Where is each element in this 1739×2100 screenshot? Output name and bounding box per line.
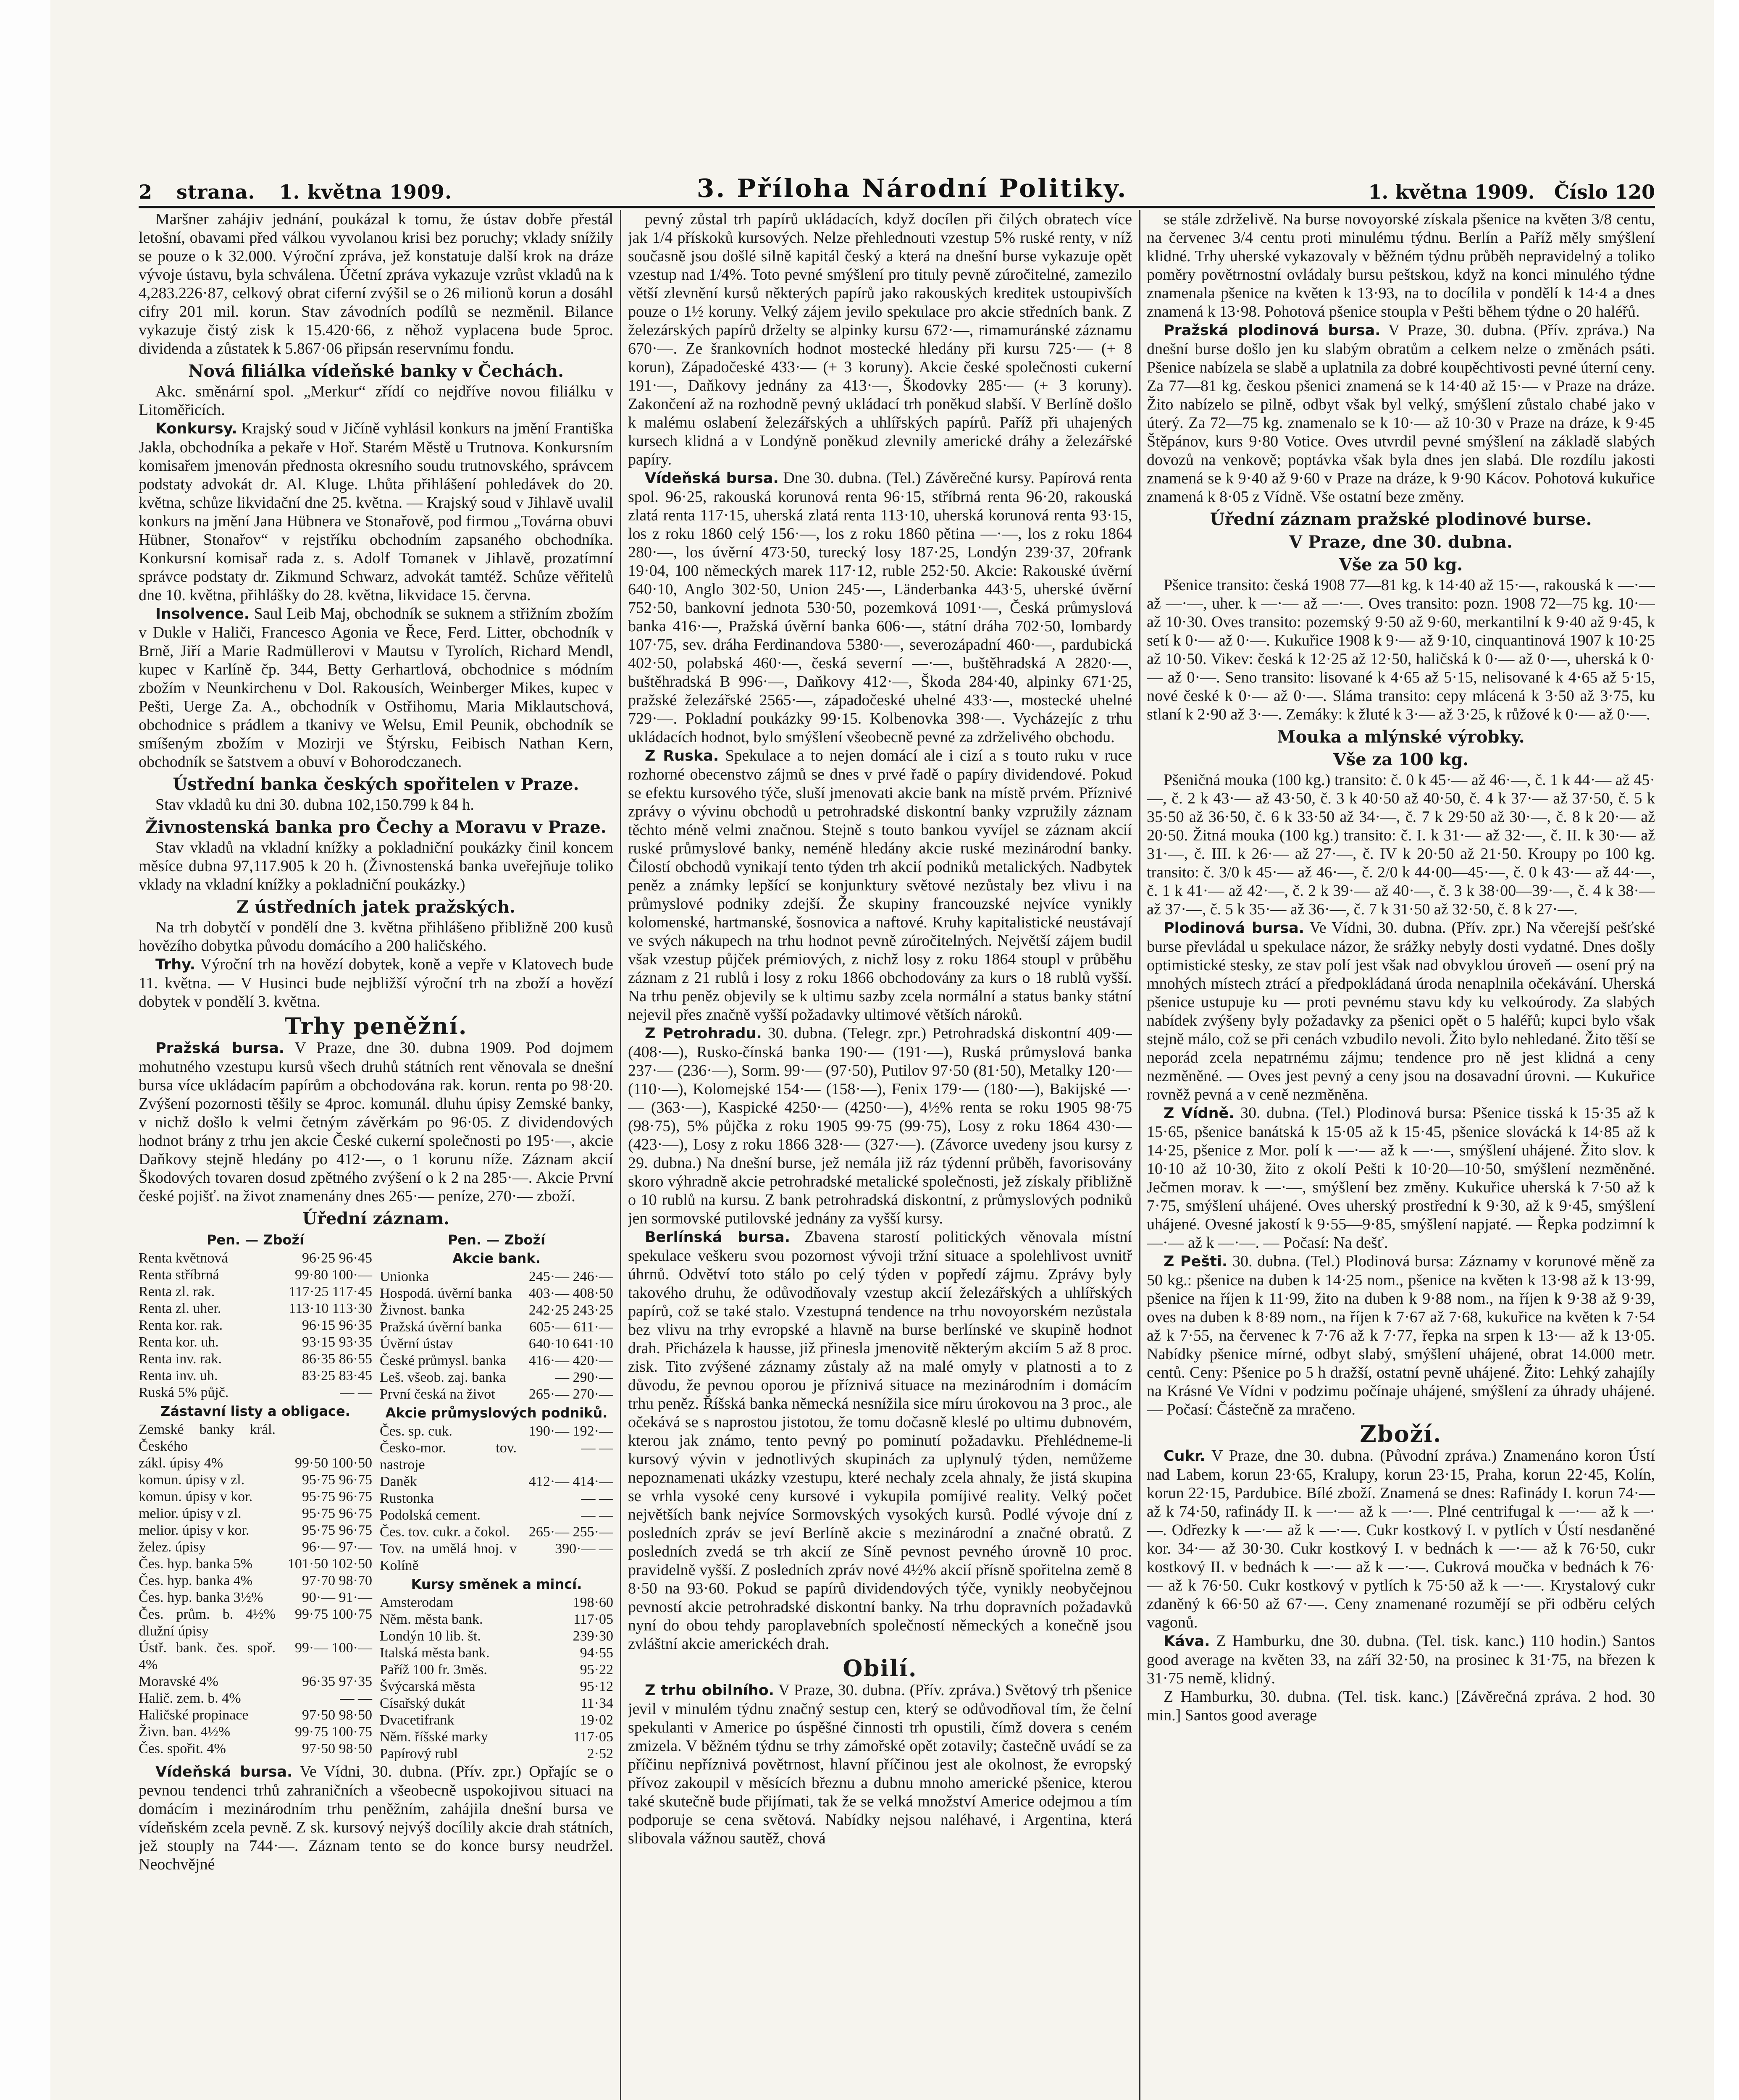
table-row: [380, 1386, 613, 1403]
table-row: [380, 1490, 613, 1507]
security-price: 97·50 98·50: [302, 1707, 372, 1723]
article-text: Spekulace a to nejen domácí ale i cizí a s touto ruku v ruce rozhorné obecenstvo zájmů se dnes v prvé řadě o papíry dividendové. Pokud se efektu kursového týče, sluší jmenovati akcie bank na místě prvém. Příznivé zprávy o vývinu obchodů u petrohradské diskontní banky vzpružily záznam těchto méně velmi značnou. Stejně s touto bankou vyvíjel se záznam akcií ruské průmyslové banky, neméně hledány akcie ruské mezinárodní banky. Čilostí obchodů vynikají tento týden trh akcií podniků metalických. Nadbytek peněz a známky lepšící se konjunktury světové nezůstaly bez vlivu i na průmyslové podniky zdejší. Že skupiny francouzské nejvíce vynikly kolomenské, hartmanské, šosnovica a naftové. Kruhy kapitalistické neustávají ve svých nákupech na trhu hodnot pevně zúročitelných. Největší zájem budil však vzestup půjček prémiových, z nichž losy z roku 1864 stoupl v průběhu záznam z 21 rublů i losy z roku 1866 obchodovány za kurs o 18 rublů vyšší. Na trhu peněz objevily se k ultimu sazby zcela normální a status banky státní nejevil přes značně vyšší požadavky ultimové větších nároků.: [628, 747, 1132, 1024]
security-price: 605·— 611·—: [529, 1319, 613, 1335]
security-price: — 290·—: [555, 1370, 613, 1385]
header-date: 1. května 1909.: [279, 181, 452, 203]
security-name: Renta inv. rak.: [139, 1351, 222, 1367]
security-name: Renta kor. uh.: [139, 1334, 219, 1350]
table-row: [380, 1746, 613, 1762]
security-name: komun. úpisy v zl.: [139, 1472, 245, 1488]
article-paragraph: Pšenice transito: česká 1908 77—81 kg. k 14·40 až 15·—, rakouská k —·— až —·—, uher. k —·— až —·—. Oves transito: pozn. 1908 72—75 kg. 10·— až 10·30. Oves transito: pozemský 9·50 až 9·60, merkantilní k 9·40 až 9·45, k setí k 0·— až 0·—. Kukuřice 1908 k 9·— až 9·10, cinquantinová 1907 k 10·25 až 10·50. Vikev: česká k 12·25 až 12·50, haličská k 0·— až 0·—, uherská k 0·— až 0·—. Seno transito: lisované k 4·65 až 5·15, nelisované k 4·65 až 5·15, nové české k 0·— až 0·—. Sláma transito: cepy mlácená k 3·50 až 3·75, ku stlaní k 2·90 až 3·—. Zemáky: k žluté k 3·— až 3·25, k růžové k 0·— až 0·—.: [1147, 576, 1655, 723]
security-name: komun. úpisy v kor.: [139, 1489, 253, 1504]
security-name: Podolská cement.: [380, 1507, 481, 1523]
column-2: [628, 210, 1132, 2100]
table-row: [139, 1707, 372, 1724]
article-subheading: Vše za 50 kg.: [1339, 555, 1463, 575]
quotes-table: [139, 1230, 613, 1762]
security-price: 95·75 96·75: [302, 1472, 372, 1488]
security-price: 265·— 270·—: [528, 1386, 613, 1402]
table-row: [139, 1556, 372, 1572]
table-row: [139, 1724, 372, 1740]
security-name: Pražská úvěrní banka: [380, 1319, 502, 1335]
article-lead: Plodinová bursa.: [1164, 920, 1304, 937]
security-name: Ruská 5% půjč.: [139, 1385, 229, 1400]
security-price: 190·— 192·—: [528, 1423, 613, 1439]
security-name: Čes. hyp. banka 5%: [139, 1556, 253, 1572]
security-name: Čes. tov. cukr. a čokol.: [380, 1524, 510, 1540]
security-price: — —: [340, 1690, 372, 1706]
security-price: [276, 1421, 372, 1455]
security-price: 245·— 246·—: [528, 1269, 613, 1284]
security-price: — —: [581, 1440, 613, 1456]
article-paragraph: [1147, 1632, 1655, 1688]
article-text: Krajský soud v Jičíně vyhlásil konkurs na jmění Františka Jakla, obchodníka a pekaře v Hoř. Starém Městě u Trutnova. Konkursním komisařem jmenován přednosta okresního soudu trutnovského, správcem podstaty advokát dr. Al. Kluge. Lhůta přihlášení pohledávek do 20. května, schůze likvidační dne 25. května. — Krajský soud v Jihlavě uvalil konkurs na jmění Jana Hübnera ve Stonařově, pod firmou „Továrna obuvi Hübner, Stonařov“ v rejstříku obchodním zapsaného obchodníka. Konkursní komisař rada z. s. Adolf Tomanek v Jihlavě, prozatímní správce podstaty dr. Zikmund Schwarz, advokát tamtéž. Schůze věřitelů dne 10. května, přihlášky do 28. května, likvidace 15. června.: [139, 420, 613, 604]
article-paragraph: [1147, 321, 1655, 506]
scan-margin: [0, 0, 50, 2100]
table-row: [380, 1729, 613, 1746]
column-divider: [620, 210, 621, 2100]
table-row: [380, 1423, 613, 1440]
security-name: Renta květnová: [139, 1250, 228, 1266]
quotes-right-column: [380, 1230, 613, 1762]
article-text: V Praze, dne 30. dubna. (Původní zpráva.) Znamenáno koron Ústí nad Labem, korun 23·65, Kralupy, korun 23·15, Praha, korun 22·45, Kolín, korun 22·15, Pardubice. Bílé zboží. Znamená se dnes: Rafinády I. korun 74·— až k 74·50, rafinády II. k —·— až k —·—. Plné centrifugal k —·— až k —·—. Odřezky k —·— až k —·—. Cukr kostkový I. v pytlích v Ústí nesdaněné kor. 34·— až 30·30. Cukr kostkový I. v bednách k —·— až k 76·50, cukr kostkový II. v bednách k —·— až k —·—. Cukrová moučka v bednách k 76·— až k 76·50. Cukr kostkový v pytlích k 75·50 až k —·—. Krystalový cukr zdaněný k 66·50 až 67·—. Ceny znamenané rozumějí se při odběru celých vagonů.: [1147, 1447, 1655, 1631]
article-paragraph: se stále zdrželivě. Na burse novoyorské získala pšenice na květen 3/8 centu, na červenec 3/4 centu proti minulému týdnu. Berlín a Paříž měly smýšlení klidné. Trhy uherské vykazovaly v běžném týdnu průběh nepravidelný a toliko poměry povětrnostní ovládaly bursu peštskou, když na konci minulého týdne znamenala pšenice na květen k 13·93, na to docílila v pondělí k 14·4 a dnes znamená k 13·98. Pohotová pšenice stoupla v Pešti během týdne o 20 haléřů.: [1147, 210, 1655, 320]
quotes-left-column: [139, 1230, 372, 1762]
security-price: 403·— 408·50: [528, 1286, 613, 1301]
column-1: [139, 210, 613, 2100]
table-row: [139, 1384, 372, 1401]
table-header: Pen. — Zboží: [447, 1232, 546, 1248]
table-row: [139, 1640, 372, 1673]
security-price: 117·25 117·45: [289, 1284, 372, 1299]
table-row: [139, 1488, 372, 1505]
table-row: [380, 1440, 613, 1473]
table-row: [380, 1369, 613, 1386]
security-name: melior. úpisy v kor.: [139, 1522, 250, 1538]
article-lead: Vídeňská bursa.: [155, 1764, 293, 1780]
table-row: [380, 1336, 613, 1352]
article-lead: Z trhu obilního.: [645, 1682, 774, 1699]
table-row: [139, 1740, 372, 1757]
table-row: [139, 1267, 372, 1284]
article-lead: Cukr.: [1164, 1448, 1206, 1465]
security-price: 95·12: [580, 1679, 613, 1694]
article-subheading: V Praze, dne 30. dubna.: [1289, 532, 1513, 552]
table-row: [380, 1678, 613, 1695]
article-text: Zbavena starostí politických věnovala místní spekulace veškeru svou pozornost vývoji tržní situace a spolehlivost uvnitř úhrnů. Odvětví toto stálo po celý týden v popředí zájmu. Zprávy byly takového druhu, že odůvodňovaly vzestup akcií železářských a uhlířských papírů, což se také stalo. Vzestupná tendence na trhu novoyorském nezůstala bez vlivu na trhy evropské a hlavně na burse berlínské ve skupině hodnot drah. Přicházela k hausse, již přinesla jmenovitě některým akciím 5 až 8 proc. zisk. Tito zvýšené záznamy zůstaly až na malé omyly v platnosti a to z důvodu, že pevnou oporou je příznivá situace na mezinárodním i domácím trhu peněz. Říšská banka německá nesnížila sice míru úrokovou na 3 proc., ale očekává se s naprostou jistotou, že tomu dočasně kleslé po ultimu dubnovém, kterou jak známo, tento pevný po pominutí požadavku. Přehlédneme-li kursový vývin v jednotlivých skupinách za uplynulý týden, nemůžeme nepoznamenati ukázky vzestupu, které nechaly zcela ahnaly, že jistá skupina se vrhla vysoké ceny kursové i vykupila pomíjivé reality. Velký počet největších bank nejvíce Sormovských vysokých kursů. Podlé vývoje dní z posledních zpráv se jeví Berlíně akcie s mezinárodní a značné obratů. Z posledních zvedá se trh akcií ze Síně pevnost pevného úrovně 10 proc. pravidelně vyšší. Z posledních zpráv nové 4½% akcií přísně spořitelna země 8 8·50 na 93·60. Pokud se papírů dividendových týče, vynikly neobyčejnou pevností akcie petrohradské diskontní banky. Na trhu dopravních požadavků nyní do obou tehdy paroplavebních společností německých a konečně jsou zvláštní akcie americkéch drah.: [628, 1228, 1132, 1653]
column-divider: [1139, 210, 1140, 2100]
article-heading: Z ústředních jatek pražských.: [236, 897, 515, 917]
security-price: 2·52: [587, 1746, 613, 1761]
security-price: — —: [581, 1491, 613, 1506]
table-row: [139, 1589, 372, 1606]
article-paragraph: [139, 955, 613, 1011]
security-name: melior. úpisy v zl.: [139, 1506, 242, 1521]
article-paragraph: [628, 1024, 1132, 1228]
table-row: [380, 1594, 613, 1611]
security-price: 242·25 243·25: [528, 1302, 613, 1318]
table-row: [380, 1473, 613, 1490]
security-price: 11·34: [580, 1696, 613, 1711]
security-price: 117·05: [573, 1612, 613, 1627]
table-section-title: Zástavní listy a obligace.: [160, 1403, 350, 1419]
table-row: [139, 1368, 372, 1384]
article-paragraph: Akc. směnární spol. „Merkur“ zřídí co nejdříve novou filiálku v Litoměřicích.: [139, 383, 613, 419]
article-lead: Z Vídně.: [1164, 1105, 1235, 1122]
article-text: Saul Leib Maj, obchodník se suknem a střižním zbožím v Dukle v Haliči, Francesco Agonia ve Řece, Ferd. Litter, obchodník v Brně, Jiří a Marie Radmüllerovi v Mautsu v Tyrolích, Richard Mendl, kupec v Karlíně čp. 344, Betty Gerhartlová, obchodnice s módním zbožím v Neunkirchenu v Dol. Rakousích, Weinberger Mikes, kupec v Pešti, Uerge Za. A., obchodník v Ostřihomu, Maria Miklautschová, obchodnice s prádlem a tkanivy ve Welsu, Emil Peunik, obchodník se smíšeným zbožím v Mozirji ve Štýrsku, Feibisch Nathan Kern, obchodník se šatstvem a obuví v Bohorodczanech.: [139, 605, 613, 771]
article-text: Dne 30. dubna. (Tel.) Závěrečné kursy. Papírová renta spol. 96·25, rakouská korunová renta 96·15, stříbrná renta 96·20, rakouská zlatá renta 117·15, uherská zlatá renta 113·10, uherská korunová renta 93·15, los z roku 1860 celý 156·—, los z roku 1860 pětina —·—, los z roku 1864 280·—, los úvěrní 473·50, turecký losy 187·25, Londýn 239·37, 20frank 19·04, 100 německých marek 117·12, ruble 252·50. Akcie: Rakouské úvěrní 640·10, Anglo 302·50, Union 245·—, Länderbanka 443·5, uherské úvěrní 752·50, bankovní jednota 530·50, pozemková 1091·—, Česká průmyslová banka 416·—, Pražská úvěrní banka 606·—, státní dráha 702·50, lombardy 107·75, sev. dráha Ferdinandova 5380·—, severozápadní 460·—, pardubická 402·50, polabská 460·—, česká severní —·—, buštěhradská A 2820·—, buštěhradská B 996·—, Daňkovy 412·—, Škoda 284·40, alpinky 671·25, pražské železářské 2565·—, západočeské uhelné 433·—, mostecké uhelné 729·—. Pokladní poukázky 99·15. Kolbenovka 398·—. Vycházejíc z trhu ukládacích hodnot, bylo smýšlení všeobecně pevné za zdrželivého obchodu.: [628, 469, 1132, 746]
article-text: V Praze, 30. dubna. (Přív. zpráva.) Na dnešní burse došlo jen ku slabým obratům a celkem nelze o změnách psáti. Pšenice nabízela se slabě a uplatnila za dobré koupěchtivosti pevné úterní ceny. Za 77—81 kg. českou pšenici znamená se k 14·40 až 15·— v Praze na dráze. Žito nabízelo se pilně, odbyt však byl velký, smýšlení zůstalo chabé jako v úterý. Za 72—75 kg. znamenalo se k 10·— až 10·30 v Praze na dráze, k 9·45 Štěpánov, kurs 9·80 Votice. Oves utvrdil pevné smýšlení na základě slabých dovozů na venkově; poptávka však byla dnes jen slabá. Dle rozdílu jakosti znamená se k 9·40 až 9·60 v Praze na dráze, k 9·90 Kácov. Pohotová kukuřice znamená k 8·05 z Vídně. Vše ostatní beze změny.: [1147, 321, 1655, 506]
table-row: [139, 1334, 372, 1351]
security-price: 113·10 113·30: [289, 1301, 372, 1316]
table-row: [380, 1268, 613, 1285]
security-name: Švýcarská města: [380, 1679, 475, 1694]
security-price: 96·15 96·35: [302, 1318, 372, 1333]
security-name: Halič. zem. b. 4%: [139, 1690, 241, 1706]
table-row: [380, 1662, 613, 1678]
article-heading: Mouka a mlýnské výrobky.: [1277, 727, 1525, 747]
security-price: 95·22: [580, 1662, 613, 1677]
page-number: 2: [139, 181, 153, 203]
security-name: Živn. ban. 4½%: [139, 1724, 231, 1740]
article-paragraph: [628, 1228, 1132, 1653]
table-section-title: Akcie průmyslových podniků.: [385, 1405, 608, 1421]
security-name: Tov. na umělá hnoj. v Kolíně: [380, 1541, 517, 1573]
header-left: [139, 181, 469, 203]
article-paragraph: [1147, 1446, 1655, 1632]
security-name: Paříž 100 fr. 3měs.: [380, 1662, 487, 1677]
security-name: Leš. všeob. zaj. banka: [380, 1370, 506, 1385]
section-heading: Zboží.: [1360, 1420, 1442, 1447]
security-price: 94·55: [580, 1645, 613, 1661]
security-name: Italská města bank.: [380, 1645, 490, 1661]
security-price: 99·75 100·75: [294, 1606, 372, 1622]
header-rule: [139, 206, 1655, 208]
article-text: 30. dubna. (Tel.) Plodinová bursa: Pšenice tisská k 15·35 až k 15·65, pšenice banátská k 15·05 až k 15·45, pšenice slovácká k 14·85 až k 14·25, pšenice z Mor. polí k —·— až k —·—, smýšlení uhájené. Žito slov. k 10·10 až 10·30, žito z okolí Pešti k 10·20—10·50, smýšlení nezměněné. Ječmen morav. k —·—, smýšlení bez změny. Kukuřice uherská k 7·50 až k 7·75, smýšlení uhájené. Oves uherský prostřední k 9·30, až k 9·45, smýšlení uhájené. Ovesné jakostí k 9·55—9·85, smýšlení napjaté. — Řepka podzimní k —·— až k —·—. — Počasí: Na dešť.: [1147, 1104, 1655, 1252]
table-row: [139, 1539, 372, 1556]
table-header: Pen. — Zboží: [206, 1232, 305, 1248]
table-section-title: Akcie bank.: [452, 1250, 541, 1266]
security-name: Čes. sp. cuk.: [380, 1423, 452, 1439]
article-paragraph: Stav vkladů na vkladní knížky a pokladniční poukázky činil koncem měsíce dubna 97,117.905 k 20 h. (Živnostenská banka uveřejňuje toliko vklady na vkladní knížky a pokladniční poukázky.): [139, 839, 613, 893]
security-price: 96·35 97·35: [302, 1674, 372, 1689]
article-heading: Živnostenská banka pro Čechy a Moravu v Praze.: [145, 817, 607, 837]
security-price: — —: [581, 1507, 613, 1523]
article-lead: Berlínská bursa.: [645, 1229, 791, 1246]
table-row: [380, 1541, 613, 1574]
security-name: Úvěrní ústav: [380, 1336, 453, 1352]
table-row: [139, 1284, 372, 1300]
security-price: 86·35 86·55: [302, 1351, 372, 1367]
article-text: Ve Vídni, 30. dubna. (Přív. zpr.) Na včerejší pešťské burse převládal u spekulace názor, že srážky nebyly dosti vydatné. Dnes došly optimistické stesky, ze stav polí jest však nad obvyklou úroveň — osení prý na mnohých místech ztrácí a předpokládaná úroda nenaplnila očekávání. Uherská pšenice ustupuje ku — proti pevnému stavu kdy ku velkoúrody. Za slabých nabídek zvýšeny byly požadavky za pšenici opět o 5 haléřů; kupci bylo však stejně málo, což se při cenách vzbudilo nevoli. Žito bylo nehledané. Žito těší se neporád zcela nepatrnému zájmu; tendence pro ně jest klidná a ceny nezměněné. — Oves jest pevný a ceny jsou na dosavadní úrovni. — Kukuřice rovněž pevná a v ceně nezměněna.: [1147, 919, 1655, 1103]
security-price: 390·— —: [555, 1541, 613, 1557]
table-row: [139, 1421, 372, 1455]
security-name: Amsterodam: [380, 1595, 454, 1610]
header-right: [1355, 181, 1655, 203]
issue-number: Číslo 120: [1554, 181, 1655, 203]
article-paragraph: Maršner zahájiv jednání, poukázal k tomu, že ústav dobře přestál letošní, obavami před válkou vyvolanou krisi bez poruchy; vklady snížily se pouze o k 32.000. Výroční zpráva, jež konstatuje další krok na dráze vývoje ústavu, byla schválena. Účetní zpráva vykazuje vzrůst vkladů na k 4,283.226·87, celkový obrat ciferní zvýšil se o 26 milionů korun a dosáhl cifry 201 mil. korun. Stav závodních podílů se nezměnil. Bilance vykazuje čistý zisk k 15.420·66, z něhož vyplacena bude 5proc. dividenda a zůstatek k 5.867·06 připsán reservnímu fondu.: [139, 210, 613, 357]
article-heading: Nová filiálka vídeňské banky v Čechách.: [188, 361, 564, 381]
table-row: [139, 1572, 372, 1589]
article-heading: Úřední záznam pražské plodinové burse.: [1210, 509, 1592, 529]
article-lead: Konkursy.: [155, 420, 237, 437]
article-paragraph: [628, 1681, 1132, 1848]
security-price: 96·25 96·45: [302, 1250, 372, 1266]
article-paragraph: [628, 746, 1132, 1024]
security-name: Hospodá. úvěrní banka: [380, 1286, 512, 1301]
table-section-title: Kursy směnek a mincí.: [411, 1576, 582, 1592]
security-name: Živnost. banka: [380, 1302, 465, 1318]
article-paragraph: pevný zůstal trh papírů ukládacích, když docílen při čilých obratech více jak 1/4 přískoků kursových. Nelze přehlednouti vzestup 5% ruské renty, v níž současně jsou došlé silně kapitál český a která na dnešní burse vykazuje opět vzestup nad 1/4%. Toto pevné smýšlení pro tituly pevně zúročitelné, zamezilo větší zlevnění kursů některých papírů jako rakouských kreditek ustoupivších pouze o 1½ koruny. Velký zájem jevilo spekulace pro akcie středních bank. Z železárských papírů drželty se alpinky kursu 672·—, rimamuránské záznamu 670·—. Ze šrankovních hodnot mostecké hledány při kursu 725·— (+ 8 korun), Západočeské 433·— (+ 3 koruny). Akcie české společnosti cukerní 191·—, Daňkovy jednány za 413·—, Škodovky 285·— (+ 3 koruny). Zakončení až na rozhodně pevný ukládací trh poněkud slabší. V Berlíně došlo k malému oslabení železářských a uhlířských papírů. Paříž při uhajených kursech klidná a v Londýně poněkud zlevnily americké dráhy a železářské papíry.: [628, 210, 1132, 468]
security-price: 99·75 100·75: [294, 1724, 372, 1740]
newspaper-title: 3. Příloha Národní Politiky.: [696, 174, 1128, 203]
table-row: [380, 1302, 613, 1319]
security-name: Čes. spořit. 4%: [139, 1741, 226, 1756]
table-row: [139, 1505, 372, 1522]
security-price: 265·— 255·—: [528, 1524, 613, 1540]
security-name: Něm. města bank.: [380, 1612, 483, 1627]
article-lead: Pražská plodinová bursa.: [1164, 322, 1381, 339]
security-name: Císařský dukát: [380, 1696, 465, 1711]
article-subheading: Vše za 100 kg.: [1333, 750, 1469, 769]
article-text: 30. dubna. (Telegr. zpr.) Petrohradská diskontní 409·— (408·—), Rusko-čínská banka 190·— (191·—), Ruská průmyslová banka 237·— (236·—), Sorm. 99·— (97·50), Putilov 97·50 (81·50), Metalky 120·— (110·—), Kolomejské 154·— (158·—), Fenix 179·— (180·—), Bakijské —·— (363·—), Kaspické 4250·— (4250·—), 4½% renta se roku 1905 98·75 (98·75), 5% půjčka z roku 1905 99·75 (99·75), Losy z roku 1864 430·— (423·—), Losy z roku 1866 328·— (327·—). (Závorce uvedeny jsou kursy z 29. dubna.) Na dnešní burse, jež nemála již ráz týdenní průběh, favorisovány skoro výhradně akcie petrohradské metalické společnosti, jež získaly přibližně o 10 rublů na kursu. Z bank petrohradská diskontní, z průmyslových podniků jen sormovské putilovské jednány za vyšší kursy.: [628, 1024, 1132, 1227]
security-name: Renta inv. uh.: [139, 1368, 218, 1383]
security-price: 97·50 98·50: [302, 1741, 372, 1756]
security-name: Dvacetifrank: [380, 1712, 454, 1728]
table-row: [380, 1712, 613, 1729]
article-paragraph: [139, 419, 613, 604]
table-row: [380, 1507, 613, 1524]
article-text: V Praze, dne 30. dubna 1909. Pod dojmem mohutného vzestupu kursů všech druhů státních rent věnovala se dnešní bursa více ukládacím papírům a obchodována rak. korun. renta po 98·20. Zvýšení pozornosti těšily se 4proc. komunál. dluhu úpisy Zemské banky, v nichž došlo k velmi četným závěrkám po 96·05. Z dividendových hodnot brány z trhu jen akcie České cukerní společnosti po 195·—, akcie Daňkovy stejně hledány po 412·—, o 1 korunu níže. Záznam akcií Škodových tovaren dosud zpětného zvýšení o k 2 na 285·—. Akcie První české pojišť. na život znamenány dnes 265·— peníze, 270·— zboží.: [139, 1039, 613, 1205]
security-name: Haličské propinace: [139, 1707, 249, 1723]
article-text: 30. dubna. (Tel.) Plodinová bursa: Záznamy v korunové měně za 50 kg.: pšenice na duben k 14·25 nom., pšenice na květen k 13·98 až k 13·99, pšenice na říjen k 11·99, žito na duben k 9·88 nom., na říjen k 9·38 až 9·39, oves na duben k 8·89 nom., na říjen k 7·67 až 7·68, kukuřice na květen k 7·54 až k 7·55, na červenec k 7·76 až k 7·77, řepka na srpen k 13·— až k 13·05. Nabídky pšenice mírné, odbyt slabý, smýšlení uhájené, obrat 14.000 metr. centů. Ceny: Pšenice po 5 h dražší, ostatní pevně uhájené. Žito: Lehký zahajíly na Krásné Ve Vídni v podzimu počínaje uhájené, smýšlení za úhrady uhájené. — Počasí: Částečně za mračeno.: [1147, 1252, 1655, 1418]
security-price: 99·50 100·50: [294, 1455, 372, 1471]
table-row: [139, 1673, 372, 1690]
article-paragraph: Stav vkladů ku dni 30. dubna 102,150.799 k 84 h.: [155, 796, 474, 814]
article-paragraph: [139, 1039, 613, 1205]
security-price: 90·— 91·—: [302, 1590, 372, 1605]
article-lead: Z Petrohradu.: [645, 1025, 762, 1042]
table-row: [380, 1645, 613, 1662]
article-paragraph: [139, 604, 613, 771]
table-row: [139, 1351, 372, 1368]
table-row: [380, 1524, 613, 1541]
table-title: Úřední záznam.: [302, 1209, 450, 1228]
security-name: Daněk: [380, 1474, 417, 1489]
article-paragraph: [628, 469, 1132, 746]
table-row: [380, 1695, 613, 1712]
article-lead: Z Ruska.: [645, 748, 719, 764]
table-row: [380, 1285, 613, 1302]
security-name: Londýn 10 lib. št.: [380, 1628, 481, 1644]
article-paragraph: [1147, 1104, 1655, 1252]
page-word: strana.: [176, 181, 255, 203]
security-price: 95·75 96·75: [302, 1522, 372, 1538]
article-paragraph: Z Hamburku, 30. dubna. (Tel. tisk. kanc.) [Závěrečná zpráva. 2 hod. 30 min.] Santos good average: [1147, 1688, 1655, 1724]
security-name: Čes. hyp. banka 4%: [139, 1573, 253, 1588]
security-name: Čes. prům. b. 4½% dlužní úpisy: [139, 1606, 276, 1639]
security-name: První česká na život: [380, 1386, 495, 1402]
security-price: 198·60: [573, 1595, 613, 1610]
section-heading: Obilí.: [843, 1655, 917, 1682]
column-3: [1147, 210, 1655, 2100]
security-name: želez. úpisy: [139, 1539, 206, 1555]
security-price: 640·10 641·10: [528, 1336, 613, 1352]
article-paragraph: [139, 1762, 613, 1874]
security-price: 101·50 102·50: [287, 1556, 372, 1572]
table-row: [380, 1611, 613, 1628]
article-paragraph: [1147, 1252, 1655, 1419]
article-lead: Z Pešti.: [1164, 1253, 1228, 1270]
page-header: [139, 173, 1655, 203]
security-name: Renta zl. uher.: [139, 1301, 221, 1316]
article-paragraph: Pšeničná mouka (100 kg.) transito: č. 0 k 45·— až 46·—, č. 1 k 44·— až 45·—, č. 2 k 43·— až 43·50, č. 3 k 40·50 až 40·50, č. 4 k 37·— až 37·50, č. 5 k 35·50 až 36·50, č. 6 k 33·50 až 34·—, č. 7 k 29·50 až 30·—, č. 8 k 20·— až 20·50. Žitná mouka (100 kg.) transito: č. I. k 31·— až 32·—, č. II. k 30·— až 31·—, č. III. k 26·— až 27·—, č. IV k 20·50 až 21·50. Kroupy po 100 kg. transito: č. 3/0 k 45·— až 46·—, č. 2/0 k 44·00—45·—, č. 0 k 43·— až 44·—, č. 1 k 41·— až 42·—, č. 2 k 39·— až 40·—, č. 3 k 38·00—39·—, č. 4 k 38·— až 37·—, č. 5 k 35·— až 36·—, č. 7 k 31·50 až 32·50, č. 8 k 27·—.: [1147, 771, 1655, 918]
security-price: — —: [340, 1385, 372, 1400]
security-price: 99·— 100·—: [294, 1640, 372, 1656]
security-name: Zemské banky král. Českého: [139, 1422, 276, 1454]
table-row: [139, 1455, 372, 1472]
article-text: Ve Vídni, 30. dubna. (Přív. zpr.) Opřajíc se o pevnou tendenci trhů zahraničních a všeobecně uspokojivou situaci na domácím i mezinárodním trhu peněžním, zahájila dnešní bursa ve vídeňském zcela pevně. Z sk. kursový nejvýš docílily akcie drah státních, jež stouply na 744·—. Záznam tento se do konce bursy neudržel. Neochvějné: [139, 1763, 613, 1873]
security-price: 117·05: [573, 1729, 613, 1745]
security-name: Renta kor. rak.: [139, 1318, 223, 1333]
article-heading: Ústřední banka českých spořitelen v Praze.: [173, 774, 579, 794]
table-row: [380, 1352, 613, 1369]
security-name: Rustonka: [380, 1491, 434, 1506]
security-name: Moravské 4%: [139, 1674, 218, 1689]
security-name: Česko-mor. tov. nastroje: [380, 1440, 517, 1473]
security-price: 412·— 414·—: [528, 1474, 613, 1489]
article-lead: Káva.: [1164, 1633, 1210, 1650]
table-row: [139, 1300, 372, 1317]
security-price: 83·25 83·45: [302, 1368, 372, 1383]
security-price: 93·15 93·35: [302, 1334, 372, 1350]
table-row: [139, 1690, 372, 1707]
article-paragraph: Na trh dobytčí v pondělí dne 3. května přihlášeno přibližně 200 kusů hovězího dobytka původu domácího a 200 haličského.: [139, 919, 613, 955]
security-name: Renta zl. rak.: [139, 1284, 215, 1299]
article-lead: Pražská bursa.: [155, 1040, 285, 1057]
security-price: 95·75 96·75: [302, 1489, 372, 1504]
header-right-date: 1. května 1909.: [1368, 181, 1535, 203]
security-price: 239·30: [573, 1628, 613, 1644]
table-row: [380, 1319, 613, 1336]
security-name: Něm. říšské marky: [380, 1729, 488, 1745]
table-row: [139, 1317, 372, 1334]
article-text: Z Hamburku, dne 30. dubna. (Tel. tisk. kanc.) 110 hodin.) Santos good average na květen 33, na září 32·50, na prosinec k 31·75, na březen k 31·75 nemě, klidný.: [1147, 1632, 1655, 1687]
table-row: [139, 1522, 372, 1539]
table-row: [380, 1628, 613, 1645]
security-price: 19·02: [580, 1712, 613, 1728]
security-name: Unionka: [380, 1269, 429, 1284]
article-text: Výroční trh na hovězí dobytek, koně a vepře v Klatovech bude 11. května. — V Husinci bude nejbližší výroční trh na zboží a hovězí dobytek v pondělí 3. května.: [139, 956, 613, 1011]
security-price: 99·80 100·—: [294, 1267, 372, 1283]
security-price: 95·75 96·75: [302, 1506, 372, 1521]
security-price: 416·— 420·—: [528, 1353, 613, 1368]
security-name: Renta stříbrná: [139, 1267, 219, 1283]
article-text: V Praze, 30. dubna. (Přív. zpráva.) Světový trh pšenice jevil v minulém týdnu značný sestup cen, který se odůvodňoval tím, že čelní spekulanti v Americe po úspěšné činnosti trh opustili, čímž dovera s ceném zmizela. V běžném týdnu se trhy zámořské opět zotavily; častečně uvádí se za příčinu nepříznivá povětrnost, hlavní příčinou jest ale okolnost, že evropský přívoz zakoupil v měsících březnu a dubnu mnoho americké pšenice, kterou také skutečně bude přijímati, tak že se velká množství Americe odejmou a tím podporuje se cena světová. Nabídky nejsou naléhavé, i Argentina, která slibovala vážnou sautěž, chová: [628, 1681, 1132, 1847]
security-price: 97·70 98·70: [302, 1573, 372, 1588]
article-lead: Vídeňská bursa.: [645, 470, 779, 487]
security-price: 96·— 97·—: [302, 1539, 372, 1555]
article-lead: Trhy.: [155, 956, 196, 973]
table-row: [139, 1606, 372, 1640]
article-paragraph: [1147, 919, 1655, 1104]
security-name: Ústř. bank. čes. spoř. 4%: [139, 1640, 276, 1672]
table-row: [139, 1250, 372, 1267]
security-name: Papírový rubl: [380, 1746, 458, 1761]
section-heading: Trhy peněžní.: [284, 1013, 468, 1040]
security-name: České průmysl. banka: [380, 1353, 507, 1368]
table-row: [139, 1472, 372, 1488]
security-name: Čes. hyp. banka 3½%: [139, 1590, 263, 1605]
security-name: zákl. úpisy 4%: [139, 1455, 223, 1471]
article-lead: Insolvence.: [155, 606, 250, 622]
